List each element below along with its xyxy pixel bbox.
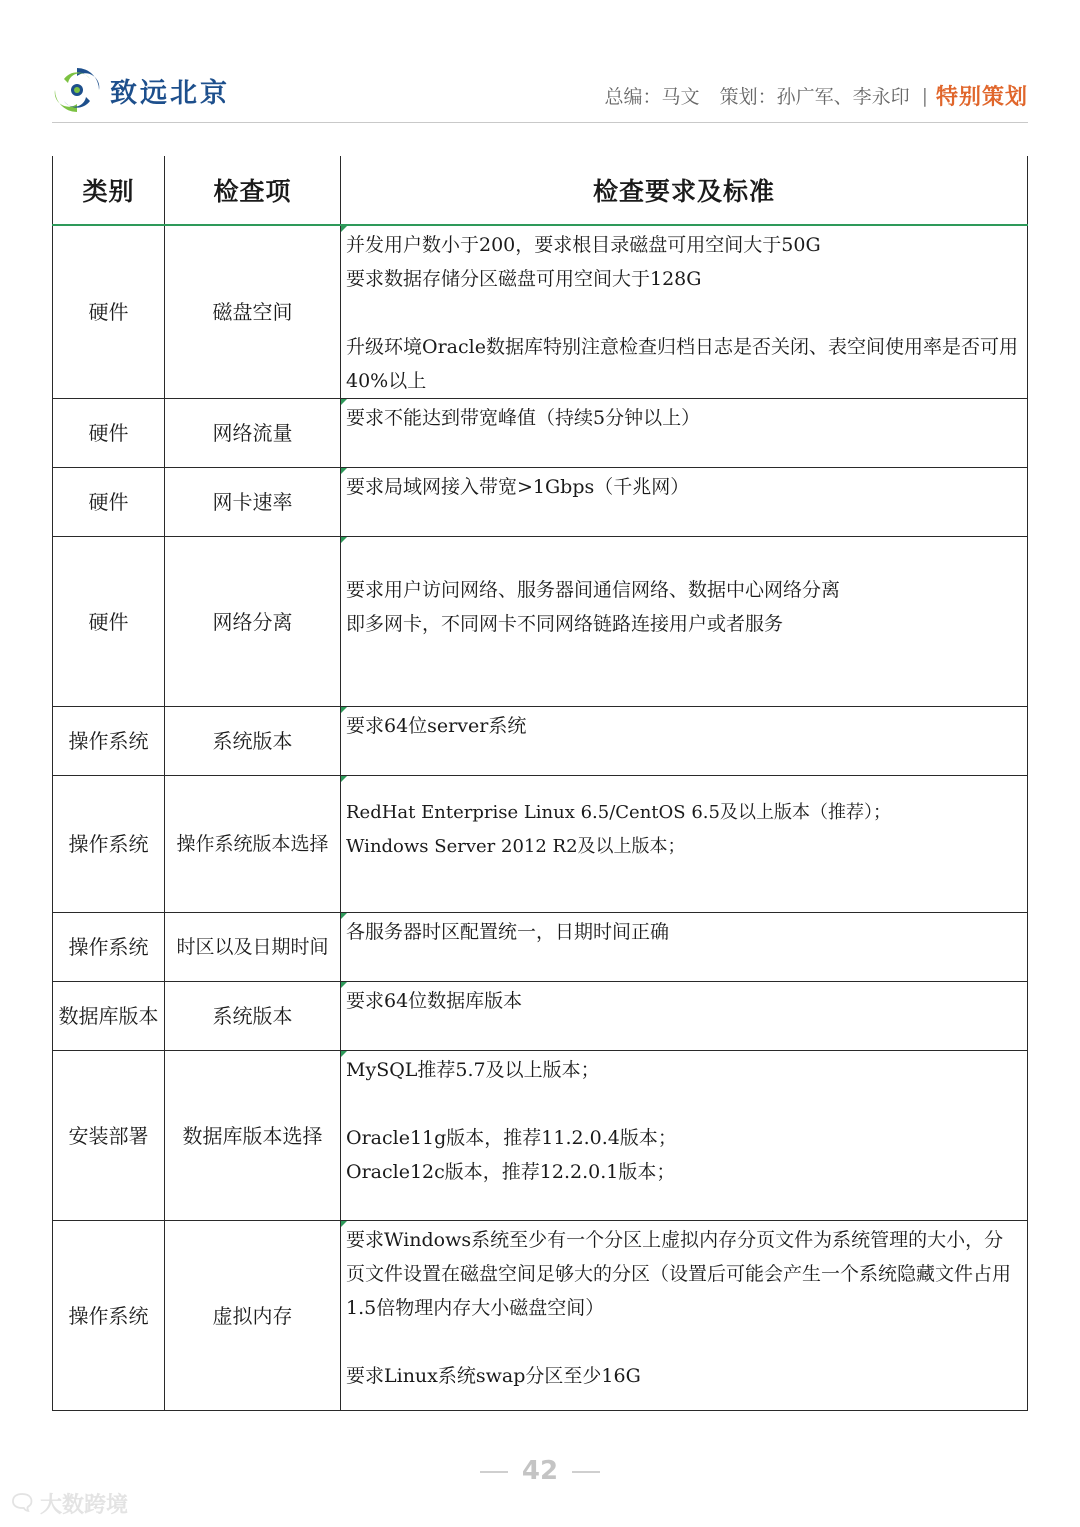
table-row <box>53 468 1028 537</box>
row-item: 网络流量 <box>165 399 341 468</box>
table-row <box>53 913 1028 982</box>
requirement-line: 并发用户数小于200，要求根目录磁盘可用空间大于50G <box>346 234 821 256</box>
table-row <box>53 225 1028 399</box>
row-category: 硬件 <box>53 225 165 399</box>
header-separator: | <box>921 84 928 107</box>
row-item: 时区以及日期时间 <box>165 913 341 982</box>
requirement-line: 要求64位server系统 <box>346 715 527 737</box>
row-category: 硬件 <box>53 468 165 537</box>
requirement-line: Oracle12c版本，推荐12.2.0.1版本； <box>346 1161 676 1183</box>
row-item: 虚拟内存 <box>165 1221 341 1411</box>
page-number-right-rule <box>572 1471 600 1473</box>
brand-logo <box>52 64 230 116</box>
row-requirement <box>341 1051 1028 1221</box>
table-row <box>53 776 1028 913</box>
requirement-spacer <box>346 539 1021 573</box>
requirement-line: 各服务器时区配置统一，日期时间正确 <box>346 921 670 943</box>
requirement-line: 要求数据存储分区磁盘可用空间大于128G <box>346 268 702 290</box>
logo-text: 致远北京 <box>110 77 230 109</box>
row-requirement <box>341 225 1028 399</box>
column-header-item: 检查项 <box>165 156 341 225</box>
checklist-table <box>52 156 1028 1411</box>
page-header <box>52 60 1028 123</box>
requirement-line: RedHat Enterprise Linux 6.5/CentOS 6.5及以上版本（推荐）； <box>346 802 891 823</box>
row-item: 系统版本 <box>165 982 341 1051</box>
row-requirement <box>341 1221 1028 1411</box>
requirement-line: 要求Windows系统至少有一个分区上虚拟内存分页文件为系统管理的大小，分页文件设置在磁盘空间足够大的分区（设置后可能会产生一个系统隐藏文件占用1.5倍物理内存大小磁盘空间） <box>346 1229 1012 1319</box>
planner-credit: 策划：孙广军、李永印 <box>719 86 910 108</box>
table-row <box>53 399 1028 468</box>
column-header-category: 类别 <box>53 156 165 225</box>
row-item: 网卡速率 <box>165 468 341 537</box>
row-requirement <box>341 776 1028 913</box>
table-row <box>53 537 1028 707</box>
editor-credit: 总编：马文 <box>604 86 700 108</box>
row-requirement <box>341 982 1028 1051</box>
table-row <box>53 707 1028 776</box>
table-row <box>53 982 1028 1051</box>
checklist-table-wrap <box>52 156 1027 1411</box>
requirement-line: 即多网卡，不同网卡不同网络链路连接用户或者服务 <box>346 613 784 635</box>
table-row <box>53 1221 1028 1411</box>
chat-bubble-icon: 🗨 <box>8 1491 36 1516</box>
table-header-row <box>53 156 1028 225</box>
row-item: 系统版本 <box>165 707 341 776</box>
row-item: 操作系统版本选择 <box>165 776 341 913</box>
requirement-line: 要求Linux系统swap分区至少16G <box>346 1365 641 1387</box>
row-category: 硬件 <box>53 537 165 707</box>
requirement-line: 要求用户访问网络、服务器间通信网络、数据中心网络分离 <box>346 579 841 601</box>
requirement-line: Windows Server 2012 R2及以上版本； <box>346 836 686 857</box>
requirement-spacer <box>346 1087 1021 1121</box>
row-category: 操作系统 <box>53 707 165 776</box>
requirement-spacer <box>346 296 1021 330</box>
watermark-text: 大数跨境 <box>39 1493 128 1518</box>
requirement-spacer <box>346 1325 1021 1359</box>
row-category: 操作系统 <box>53 776 165 913</box>
requirement-spacer <box>346 778 1021 796</box>
page-number-text: 42 <box>521 1456 559 1486</box>
watermark <box>8 1488 128 1519</box>
requirement-line: 要求局域网接入带宽>1Gbps（千兆网） <box>346 476 690 498</box>
column-header-requirement: 检查要求及标准 <box>341 156 1028 225</box>
requirement-line: 要求64位数据库版本 <box>346 990 523 1012</box>
requirement-line: MySQL推荐5.7及以上版本； <box>346 1059 600 1081</box>
row-requirement <box>341 468 1028 537</box>
row-requirement <box>341 707 1028 776</box>
row-requirement <box>341 537 1028 707</box>
logo-swirl-icon <box>52 65 102 115</box>
page-number-left-rule <box>480 1471 508 1473</box>
requirement-line: 升级环境Oracle数据库特别注意检查归档日志是否关闭、表空间使用率是否可用40%以上 <box>346 336 1018 392</box>
page-number <box>0 1456 1080 1486</box>
row-item: 数据库版本选择 <box>165 1051 341 1221</box>
row-item: 磁盘空间 <box>165 225 341 399</box>
row-category: 硬件 <box>53 399 165 468</box>
row-category: 数据库版本 <box>53 982 165 1051</box>
row-category: 操作系统 <box>53 1221 165 1411</box>
row-category: 操作系统 <box>53 913 165 982</box>
requirement-line: Oracle11g版本，推荐11.2.0.4版本； <box>346 1127 677 1149</box>
requirement-line: 要求不能达到带宽峰值（持续5分钟以上） <box>346 407 701 429</box>
row-requirement <box>341 913 1028 982</box>
header-credits <box>605 80 1028 111</box>
section-label: 特别策划 <box>935 85 1028 110</box>
row-category: 安装部署 <box>53 1051 165 1221</box>
row-requirement <box>341 399 1028 468</box>
row-item: 网络分离 <box>165 537 341 707</box>
table-row <box>53 1051 1028 1221</box>
